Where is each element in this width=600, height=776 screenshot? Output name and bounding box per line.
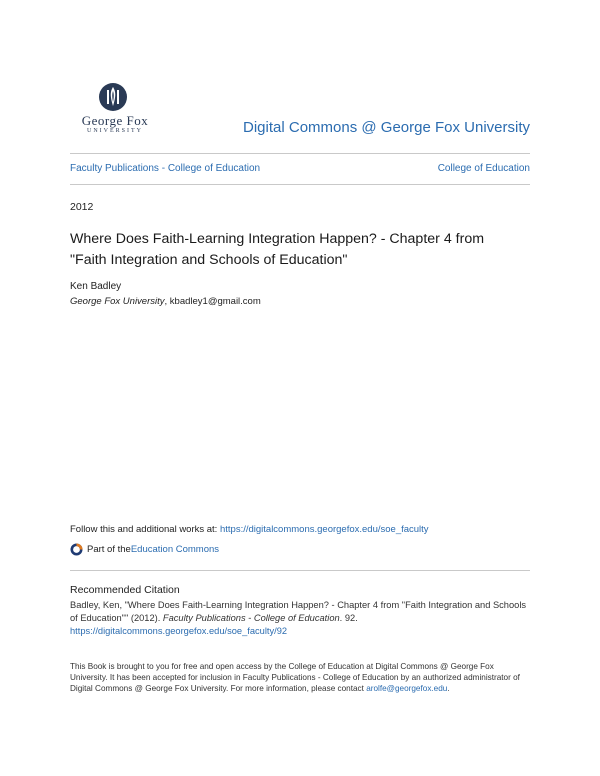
contact-email-link[interactable]: arolfe@georgefox.edu [366, 684, 448, 694]
header-divider [70, 153, 530, 154]
author-affiliation [70, 296, 261, 307]
document-title-line-1: Where Does Faith-Learning Integration Happen? - Chapter 4 from [70, 231, 485, 247]
access-statement-end: . [447, 684, 450, 694]
follow-url-link[interactable]: https://digitalcommons.georgefox.edu/soe_faculty [219, 524, 429, 535]
citation-text [70, 599, 530, 638]
citation-divider [70, 570, 530, 571]
follow-prefix: Follow this and additional works at: [70, 524, 220, 535]
follow-line [70, 524, 429, 535]
breadcrumb-series-link[interactable]: Faculty Publications - College of Education [70, 163, 261, 174]
document-title-line-2: "Faith Integration and Schools of Education" [70, 252, 348, 268]
digital-commons-network-icon [70, 543, 83, 556]
part-of-line [70, 543, 219, 556]
university-logo [70, 82, 160, 142]
publication-year: 2012 [70, 201, 94, 213]
access-statement-text: This Book is brought to you for free and open access by the College of Education at Digital Commons @ George Fox University. It has been accepted for inclusion in Faculty Publications - College of Education by an authorized administrator of Digital Commons @ George Fox University. For more information, please contact [70, 662, 520, 694]
citation-heading: Recommended Citation [70, 584, 180, 596]
logo-wordmark: George Fox [81, 113, 149, 128]
access-statement [70, 661, 530, 695]
author-name: Ken Badley [70, 281, 122, 292]
part-of-prefix: Part of the [87, 544, 131, 555]
citation-body: Badley, Ken, "Where Does Faith-Learning Integration Happen? - Chapter 4 from "Faith Integration and Schools of Education"" (2012). [70, 600, 527, 623]
document-title [70, 229, 540, 271]
affiliation-name: George Fox University [70, 296, 165, 307]
breadcrumb-college-link[interactable]: College of Education [437, 163, 530, 174]
repository-title-link[interactable]: Digital Commons @ George Fox University [243, 119, 530, 136]
logo-subtitle: UNIVERSITY [87, 128, 143, 134]
education-commons-link[interactable]: Education Commons [130, 544, 220, 555]
author-email: , kbadley1@gmail.com [164, 296, 261, 307]
citation-series: Faculty Publications - College of Education [162, 613, 340, 623]
torch-logo-icon [98, 82, 128, 112]
citation-url-link[interactable]: https://digitalcommons.georgefox.edu/soe_faculty/92 [70, 626, 288, 636]
citation-number: . 92. [339, 613, 358, 623]
breadcrumb-divider [70, 184, 530, 185]
